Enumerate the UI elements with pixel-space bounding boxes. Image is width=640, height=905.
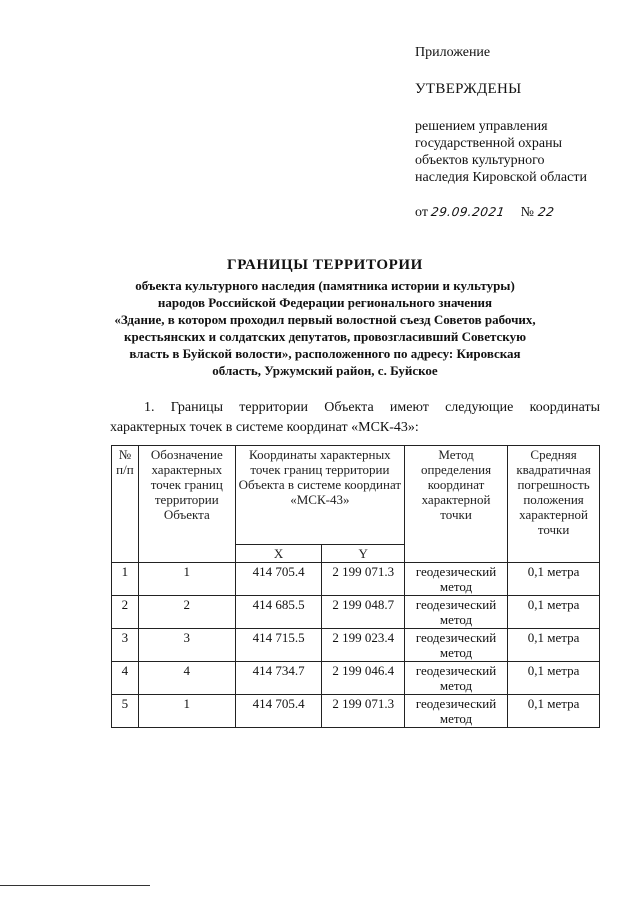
handwritten-date: 29.09.2021 [430, 205, 507, 219]
cell-y: 2 199 071.3 [322, 563, 405, 596]
cell-x: 414 705.4 [235, 695, 322, 728]
cell-error: 0,1 метра [508, 662, 600, 695]
coordinates-table [111, 445, 600, 728]
cell-num: 1 [112, 563, 139, 596]
cell-point: 3 [138, 629, 235, 662]
table-row [112, 662, 600, 695]
header-method: Метод определения координат характерной точки [404, 446, 507, 563]
header-error: Средняя квадратичная погрешность положения характерной точки [508, 446, 600, 563]
cell-point: 2 [138, 596, 235, 629]
cell-y: 2 199 071.3 [322, 695, 405, 728]
table-header-row [112, 446, 600, 545]
date-number-line [415, 204, 625, 221]
cell-x: 414 685.5 [235, 596, 322, 629]
cell-method: геодезический метод [404, 695, 507, 728]
title-subtitle: объекта культурного наследия (памятника истории и культуры) народов Российской Федерации регионального значения «Здание, в котором проходил первый волостной съезд Советов рабочих, крестьянских и солдатских депутатов, провозгласивший Советскую власть в Буйской волости», расположенного по адресу: Кировская область, Уржумский район, с. Буйское [114, 278, 536, 378]
cell-error: 0,1 метра [508, 596, 600, 629]
header-y: Y [322, 545, 405, 563]
table-row [112, 596, 600, 629]
cell-x: 414 715.5 [235, 629, 322, 662]
approval-block [415, 44, 625, 221]
cell-method: геодезический метод [404, 563, 507, 596]
title-main: ГРАНИЦЫ ТЕРРИТОРИИ [227, 257, 423, 273]
handwritten-number: 22 [536, 205, 555, 219]
cell-num: 4 [112, 662, 139, 695]
number-label: № [520, 205, 535, 220]
cell-num: 3 [112, 629, 139, 662]
cell-error: 0,1 метра [508, 629, 600, 662]
cell-error: 0,1 метра [508, 563, 600, 596]
cell-method: геодезический метод [404, 629, 507, 662]
cell-point: 1 [138, 695, 235, 728]
cell-x: 414 705.4 [235, 563, 322, 596]
cell-num: 5 [112, 695, 139, 728]
appendix-label: Приложение [415, 45, 491, 60]
cell-method: геодезический метод [404, 662, 507, 695]
cell-point: 1 [138, 563, 235, 596]
cell-y: 2 199 046.4 [322, 662, 405, 695]
decision-text: решением управления государственной охраны объектов культурного наследия Кировской области [415, 119, 587, 185]
cell-y: 2 199 023.4 [322, 629, 405, 662]
cell-method: геодезический метод [404, 596, 507, 629]
cell-error: 0,1 метра [508, 695, 600, 728]
approved-label: УТВЕРЖДЕНЫ [415, 81, 522, 97]
footnote-divider [0, 885, 150, 886]
cell-y: 2 199 048.7 [322, 596, 405, 629]
table-row [112, 629, 600, 662]
table-row [112, 563, 600, 596]
cell-num: 2 [112, 596, 139, 629]
table-row [112, 695, 600, 728]
header-coordinates: Координаты характерных точек границ территории Объекта в системе координат «МСК-43» [235, 446, 404, 545]
header-x: X [235, 545, 322, 563]
header-designation: Обозначение характерных точек границ территории Объекта [138, 446, 235, 563]
header-num: № п/п [112, 446, 139, 563]
document-title [90, 256, 560, 379]
cell-x: 414 734.7 [235, 662, 322, 695]
cell-point: 4 [138, 662, 235, 695]
coordinates-paragraph: 1. Границы территории Объекта имеют следующие координаты характерных точек в системе координат «МСК-43»: [110, 400, 600, 435]
date-prefix: от [415, 205, 428, 220]
